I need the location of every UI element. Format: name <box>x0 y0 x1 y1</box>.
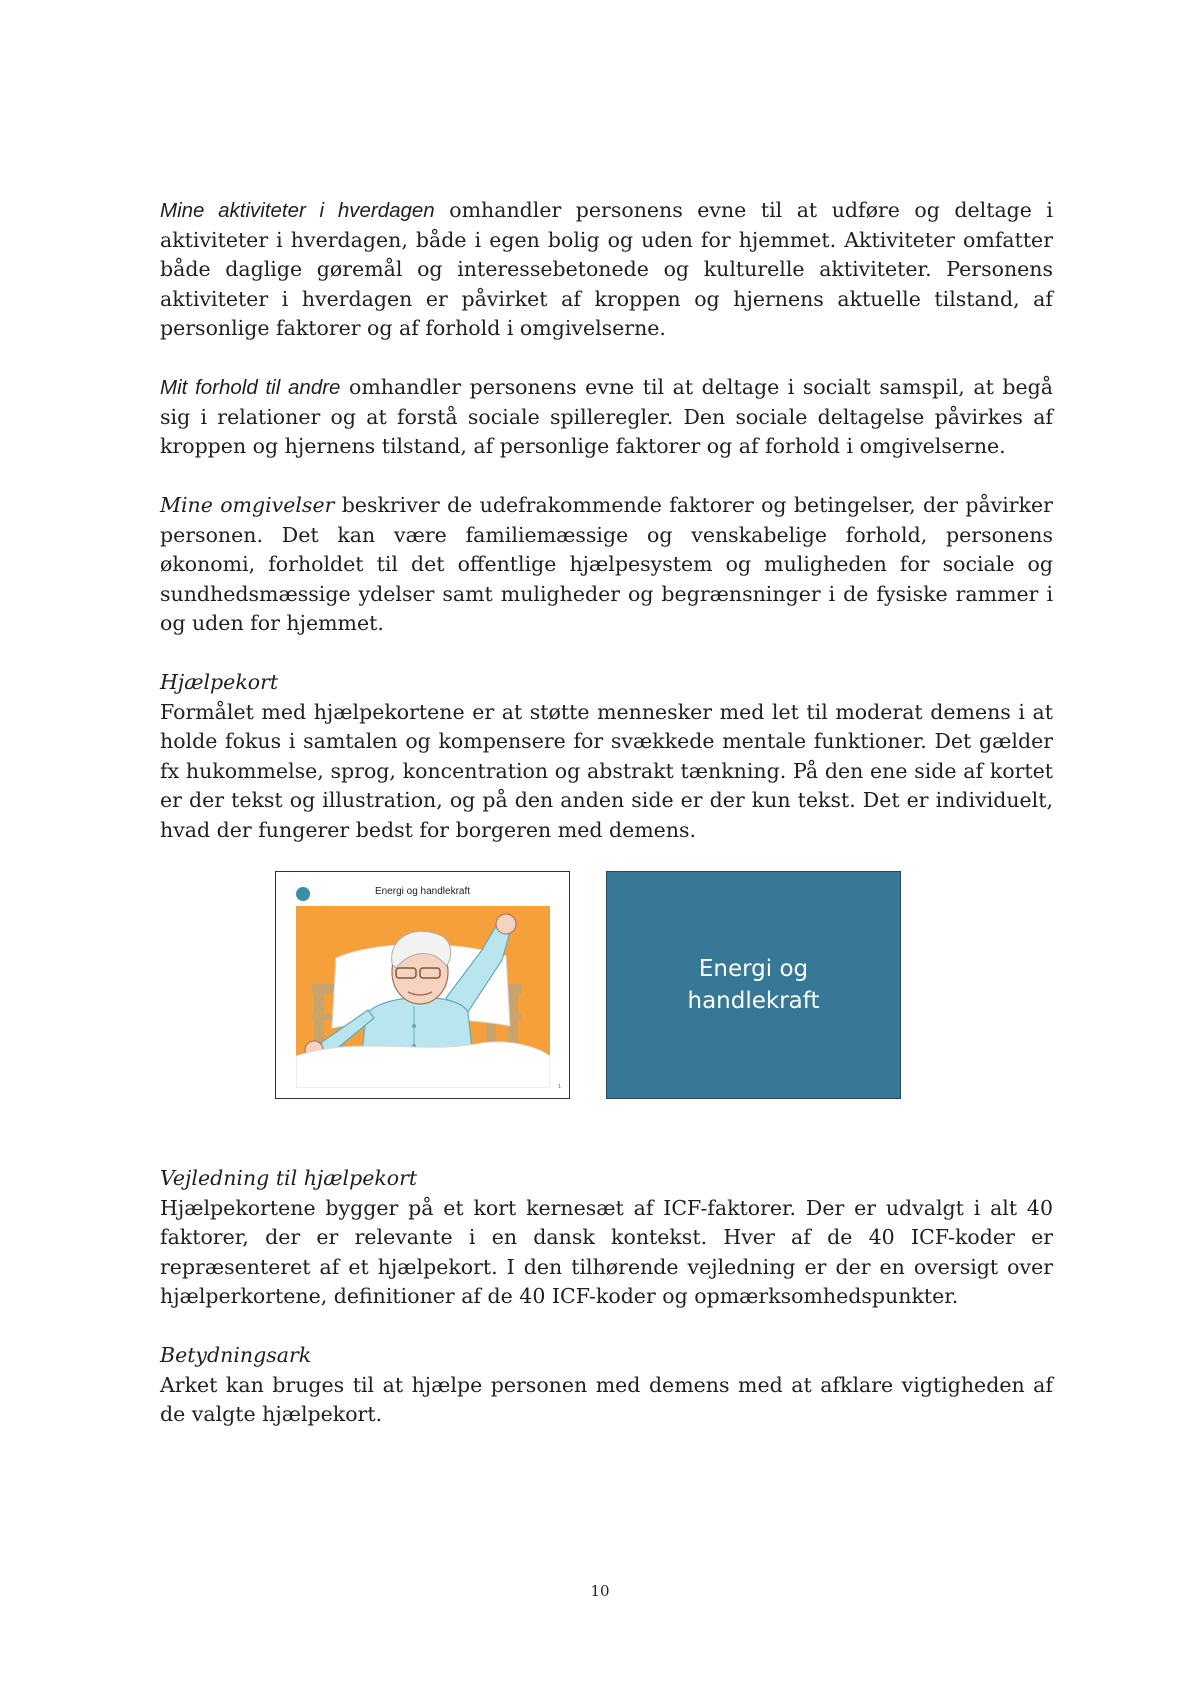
paragraph-helpcards <box>160 668 1053 845</box>
paragraph-guidance <box>160 1164 1053 1312</box>
example-cards <box>275 871 905 1099</box>
text-card-label: Energi og handlekraft <box>687 956 820 1014</box>
heading-guidance: Vejledning til hjælpekort <box>160 1166 418 1190</box>
paragraph-helpcards-text: Formålet med hjælpekortene er at støtte mennesker med let til moderat demens i at holde fokus i samtalen og kompensere for svækkede mentale funktioner. Det gælder fx hukommelse, sprog, koncentration og abstrakt tænkning. På den ene side af kortet er der tekst og illustration, og på den anden side er der kun tekst. Det er individuelt, hvad der fungerer bedst for borgeren med demens. <box>160 699 1053 842</box>
paragraph-significance <box>160 1341 1053 1430</box>
illustrated-card <box>275 871 570 1099</box>
paragraph-relations <box>160 373 1053 462</box>
card-page-mark: 1 <box>558 1084 561 1090</box>
paragraph-surroundings-text: beskriver de udefrakommende faktorer og betingelser, der påvirker personen. Det kan være familiemæssige og venskabelige forhold, personens økonomi, forholdet til det offentlige hjælpesystem og muligheden for sociale og sundhedsmæssige ydelser samt muligheder og begrænsninger i de fysiske rammer i og uden for hjemmet. <box>160 493 1053 635</box>
lower-text <box>160 1164 1053 1430</box>
paragraph-significance-text: Arket kan bruges til at hjælpe personen med demens med at afklare vigtigheden af de valgte hjælpekort. <box>160 1372 1053 1426</box>
paragraph-surroundings <box>160 491 1053 639</box>
heading-helpcards: Hjælpekort <box>160 670 279 694</box>
card-title: Energi og handlekraft <box>374 886 471 897</box>
upper-text <box>160 196 1053 845</box>
term-relations: Mit forhold til andre <box>160 376 341 399</box>
term-surroundings: Mine omgivelser <box>160 493 335 517</box>
paragraph-relations-text: omhandler personens evne til at deltage i socialt samspil, at begå sig i relationer og at forstå sociale spilleregler. Den sociale deltagelse påvirkes af kroppen og hjernens tilstand, af personlige faktorer og af forhold i omgivelserne. <box>160 375 1053 458</box>
text-only-card <box>606 871 901 1099</box>
paragraph-activities <box>160 196 1053 344</box>
paragraph-guidance-text: Hjælpekortene bygger på et kort kernesæt af ICF-faktorer. Der er udvalgt i alt 40 faktorer, der er relevante i en dansk kontekst. Hver af de 40 ICF-koder er repræsenteret af et hjælpekort. I den tilhørende vejledning er der en oversigt over hjælperkortene, definitioner af de 40 ICF-koder og opmærksomhedspunkter. <box>160 1195 1053 1308</box>
page-number: 10 <box>590 1582 610 1600</box>
heading-significance: Betydningsark <box>160 1343 312 1367</box>
paragraph-activities-text: omhandler personens evne til at udføre og deltage i aktiviteter i hverdagen, både i egen bolig og uden for hjemmet. Aktiviteter omfatter både daglige gøremål og interessebetonede og kulturelle aktiviteter. Personens aktiviteter i hverdagen er påvirket af kroppen og hjernens aktuelle tilstand, af personlige faktorer og af forhold i omgivelserne. <box>160 198 1053 340</box>
term-activities: Mine aktiviteter i hverdagen <box>160 199 435 222</box>
man-stretching-in-bed-illustration <box>296 906 550 1088</box>
